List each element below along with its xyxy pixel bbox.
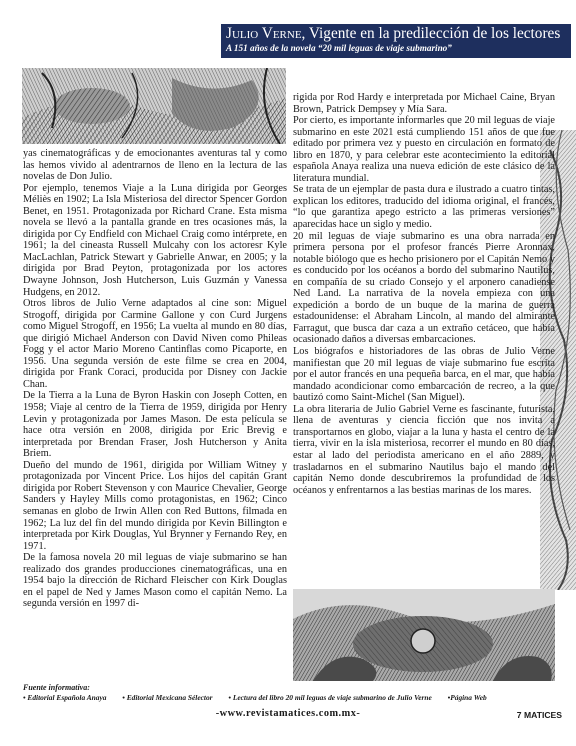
article-title [226, 25, 560, 43]
article-column-left [23, 148, 287, 610]
source-item: • Editorial Española Anaya [23, 693, 107, 702]
paragraph: Por ejemplo, tenemos Viaje a la Luna dirigida por Georges Méliès en 1902; La Isla Misteriosa del director Spencer Gordon Benet, en 1951. Protagonizada por Richard Crane. Esta misma novela se llevó a la pantalla grande en tres ocasiones más, la dirigida por Cy Endfield con Michael Craig como intérprete, en 1961; la del cineasta Russell Mulcahy con los actoresr Kyle MacLachlan, Patrick Stewart y Gabrielle Anwar, en 2005; y la dirigida por Brad Peyton, protagonizada por los actores Dwayne Johnson, Josh Hutcherson, Luis Guzmán y Vanessa Hudgens, en 2012. [23, 182, 287, 298]
sources-list [23, 693, 563, 702]
paragraph: La obra literaria de Julio Gabriel Verne es fascinante, futurista, llena de aventuras y ciencia ficción que nos invita a transportarnos en globo, viajar a la luna y hasta el centro de la tierra, vivir en la isla misteriosa, recorrer el mundo en 80 días, estar al lado del periodista americano en el año 2889, y trasladarnos en el submarino Nautilus bajo el mando del capitán Nemo donde descubriremos la profundidad de los océanos y enfrentarnos a las bestias marinas de los mares. [293, 403, 555, 496]
paragraph: De la Tierra a la Luna de Byron Haskin con Joseph Cotten, en 1958; Viaje al centro de la Tierra de 1959, dirigida por Henry Levin y protagonizada por James Mason. De esta película se hace otra versión en 2008, dirigida por Eric Brevig e interpretada por Brendan Fraser, Josh Hutcherson y Anita Briem. [23, 390, 287, 460]
paragraph: Se trata de un ejemplar de pasta dura e ilustrado a cuatro tintas, explican los editores, traducido del idioma original, el francés, “lo que garantiza apego estricto a las primeras versiones” aparecidas hace un siglo y medio. [293, 184, 555, 231]
engraving-illustration-top [22, 68, 286, 144]
article-subtitle: A 151 años de la novela “20 mil leguas de viaje submarino” [226, 43, 452, 53]
sources-label [23, 683, 90, 692]
source-item: •Página Web [447, 693, 487, 702]
paragraph: Dueño del mundo de 1961, dirigida por William Witney y protagonizada por Vincent Price. Los hijos del capitán Grant dirigida por Robert Stevenson y con Maurice Chevalier, George Sanders y Hayley Mills como protagonistas, en 1962; Cinco semanas en globo de Irwin Allen con Red Buttons, filmada en 1962; La luz del fin del mundo dirigida por Kevin Billington e interpretada por Kirk Douglas, Yul Brynner y Fernando Rey, en 1971. [23, 459, 287, 552]
page-number: 7 MATICES [516, 710, 562, 720]
paragraph: yas cinematográficas y de emocionantes aventuras tal y como las hemos vivido al adentrarnos de lleno en la lectura de las novelas de Don Julio. [23, 148, 287, 183]
engraving-illustration-bottom [293, 589, 555, 681]
title-tagline: , Vigente en la predilección de los lectores [301, 25, 561, 42]
source-item: • Editorial Mexicana Sélector [122, 693, 213, 702]
source-item: • Lectura del libro 20 mil leguas de viaje submarino de Julio Verne [228, 693, 432, 702]
paragraph: rigida por Rod Hardy e interpretada por Michael Caine, Bryan Brown, Patrick Dempsey y Mía Sara. [293, 92, 555, 115]
title-author-name: Julio Verne [226, 25, 302, 42]
sources-label-text: Fuente informativa: [23, 683, 90, 692]
article-header [221, 24, 571, 58]
paragraph: De la famosa novela 20 mil leguas de viaje submarino se han realizado dos grandes producciones cinematográficas, una en 1954 bajo la dirección de Richard Fleischer con Kirk Douglas en el papel de Ned y James Mason como el capitán Nemo. La segunda versión en 1997 di- [23, 552, 287, 610]
paragraph: Los biógrafos e historiadores de las obras de Julio Verne manifiestan que 20 mil leguas de viaje submarino fue escrita por el autor francés en una pequeña barca, en el mar, que había mandado acondicionar como embarcación de recreo, a la que bautizó como Saint-Michel (San Miguel). [293, 346, 555, 404]
paragraph: Por cierto, es importante informarles que 20 mil leguas de viaje submarino en este 2021 está cumpliendo 151 años de que fue editado por primera vez y puesto en circulación en formato de libro en 1870, y para celebrar este acontecimiento la editorial española Anaya realiza una nueva edición de este clásico de la literatura mundial. [293, 115, 555, 184]
paragraph: 20 mil leguas de viaje submarino es una obra narrada en primera persona por el profesor francés Pierre Aronnax, notable biólogo que es hecho prisionero por el Capitán Nemo y es conducido por los océanos a bordo del submarino Nautilus, en compañía de su criado Consejo y el arponero canadiense Ned Land. La narrativa de la novela empieza con una expedición a bordo de un buque de la marina de guerra estadounidense: el Abraham Lincoln, al mando del almirante Farragut, que busca dar caza a un extraño cetáceo, que había ocasionado daños a diversas embarcaciones. [293, 230, 555, 346]
article-column-right [293, 92, 555, 496]
footer-website-link[interactable]: -www.revistamatices.com.mx- [215, 708, 361, 719]
paragraph: Otros libros de Julio Verne adaptados al cine son: Miguel Strogoff, dirigida por Carmine Gallone y con Curd Jurgens como Miguel Strogoff, en 1956; La vuelta al mundo en 80 días, que dirigió Michael Anderson con David Niven como Phileas Fogg y el actor Mario Moreno Cantinflas como Picaporte, en 1956. Una segunda versión de este filme se crea en 2004, dirigida por Frank Coraci, producida por Disney con Jackie Chan. [23, 298, 287, 390]
